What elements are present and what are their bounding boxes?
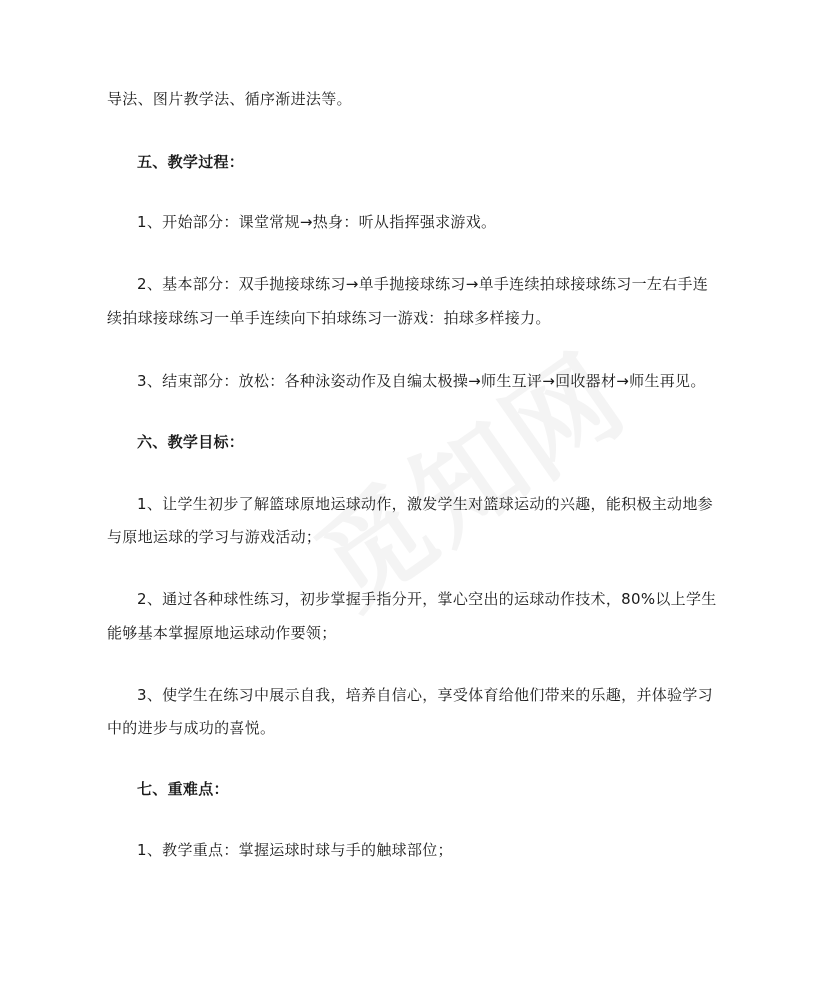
paragraph-line: 2、通过各种球性练习，初步掌握手指分开，掌心空出的运球动作技术，80%以上学生 xyxy=(137,590,717,608)
paragraph-line: 续拍球接球练习一单手连续向下拍球练习一游戏：拍球多样接力。 xyxy=(107,309,551,327)
section-heading-key-points: 七、重难点： xyxy=(137,780,229,798)
watermark xyxy=(281,311,652,637)
paragraph-line: 2、基本部分：双手抛接球练习→单手抛接球练习→单手连续拍球接球练习一左右手连 xyxy=(137,275,709,293)
paragraph-line: 与原地运球的学习与游戏活动； xyxy=(107,528,322,546)
paragraph-line: 1、开始部分：课堂常规→热身：听从指挥强求游戏。 xyxy=(137,213,497,231)
section-heading-goals: 六、教学目标： xyxy=(137,433,245,451)
paragraph-line: 中的进步与成功的喜悦。 xyxy=(107,719,276,737)
paragraph-line: 能够基本掌握原地运球动作要领； xyxy=(107,624,337,642)
paragraph-line: 1、教学重点：掌握运球时球与手的触球部位； xyxy=(137,841,453,859)
paragraph-line: 3、使学生在练习中展示自我，培养自信心，享受体育给他们带来的乐趣，并体验学习 xyxy=(137,686,713,704)
paragraph-line: 导法、图片教学法、循序渐进法等。 xyxy=(107,90,352,108)
paragraph-line: 1、让学生初步了解篮球原地运球动作，激发学生对篮球运动的兴趣，能积极主动地参 xyxy=(137,495,713,513)
section-heading-process: 五、教学过程： xyxy=(137,153,245,171)
paragraph-line: 3、结束部分：放松：各种泳姿动作及自编太极操→师生互评→回收器材→师生再见。 xyxy=(137,372,706,390)
